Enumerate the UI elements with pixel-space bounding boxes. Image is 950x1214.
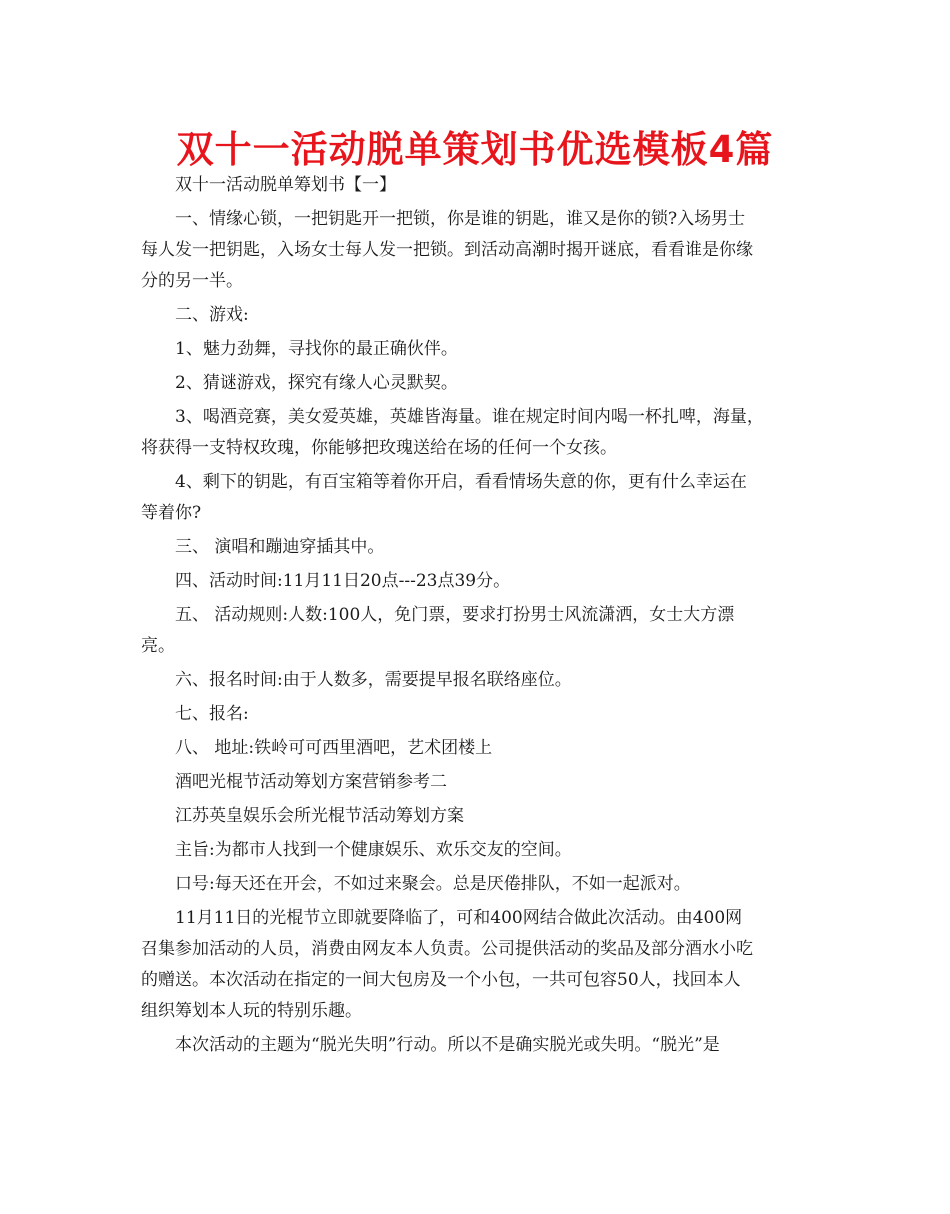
document-title: 双十一活动脱单策划书优选模板4篇 bbox=[176, 128, 774, 171]
paragraph bbox=[141, 699, 821, 730]
paragraph-line: 三、 演唱和蹦迪穿插其中。 bbox=[175, 537, 385, 557]
paragraph bbox=[141, 1030, 821, 1061]
paragraph-line: 四、活动时间:11月11日20点---23点39分。 bbox=[175, 571, 511, 591]
paragraph-line: 江苏英皇娱乐会所光棍节活动筹划方案 bbox=[175, 806, 464, 826]
paragraph bbox=[141, 733, 821, 764]
paragraph-line: 等着你? bbox=[141, 503, 202, 523]
paragraph-line: 4、剩下的钥匙，有百宝箱等着你开启，看看情场失意的你，更有什么幸运在 bbox=[175, 472, 747, 492]
paragraph bbox=[141, 767, 821, 798]
paragraph bbox=[141, 566, 821, 597]
paragraph bbox=[141, 835, 821, 866]
document-body bbox=[141, 170, 821, 1064]
paragraph-line: 将获得一支特权玫瑰，你能够把玫瑰送给在场的任何一个女孩。 bbox=[141, 438, 617, 458]
paragraph bbox=[141, 801, 821, 832]
paragraph bbox=[141, 334, 821, 365]
paragraph-line: 双十一活动脱单筹划书【一】 bbox=[175, 175, 396, 195]
paragraph bbox=[141, 170, 821, 201]
paragraph-line: 二、游戏: bbox=[175, 305, 249, 325]
paragraph-line: 酒吧光棍节活动筹划方案营销参考二 bbox=[175, 772, 447, 792]
paragraph-line: 七、报名: bbox=[175, 704, 249, 724]
paragraph-line: 的赠送。本次活动在指定的一间大包房及一个小包，一共可包容50人，找回本人 bbox=[141, 970, 741, 990]
paragraph-line: 本次活动的主题为“脱光失明”行动。所以不是确实脱光或失明。“脱光”是 bbox=[175, 1035, 720, 1055]
paragraph bbox=[141, 402, 821, 464]
paragraph-line: 组织筹划本人玩的特别乐趣。 bbox=[141, 1001, 362, 1021]
paragraph-line: 五、 活动规则:人数:100人，免门票，要求打扮男士风流潇洒，女士大方漂 bbox=[175, 605, 735, 625]
paragraph-line: 亮。 bbox=[141, 636, 175, 656]
paragraph-line: 3、喝酒竞赛，美女爱英雄，英雄皆海量。谁在规定时间内喝一杯扎啤，海量， bbox=[175, 407, 764, 427]
paragraph bbox=[141, 300, 821, 331]
paragraph bbox=[141, 665, 821, 696]
paragraph bbox=[141, 204, 821, 297]
paragraph-line: 分的另一半。 bbox=[141, 271, 243, 291]
paragraph bbox=[141, 869, 821, 900]
paragraph-line: 每人发一把钥匙，入场女士每人发一把锁。到活动高潮时揭开谜底，看看谁是你缘 bbox=[141, 240, 753, 260]
paragraph-line: 八、 地址:铁岭可可西里酒吧，艺术团楼上 bbox=[175, 738, 493, 758]
paragraph-line: 六、报名时间:由于人数多，需要提早报名联络座位。 bbox=[175, 670, 572, 690]
paragraph-line: 主旨:为都市人找到一个健康娱乐、欢乐交友的空间。 bbox=[175, 840, 572, 860]
paragraph bbox=[141, 532, 821, 563]
paragraph-line: 一、情缘心锁，一把钥匙开一把锁，你是谁的钥匙，谁又是你的锁?入场男士 bbox=[175, 209, 746, 229]
paragraph bbox=[141, 903, 821, 1027]
paragraph bbox=[141, 467, 821, 529]
paragraph-line: 口号:每天还在开会，不如过来聚会。总是厌倦排队，不如一起派对。 bbox=[175, 874, 691, 894]
paragraph-line: 2、猜谜游戏，探究有缘人心灵默契。 bbox=[175, 373, 458, 393]
paragraph-line: 11月11日的光棍节立即就要降临了，可和400网结合做此次活动。由400网 bbox=[175, 908, 743, 928]
paragraph bbox=[141, 600, 821, 662]
paragraph bbox=[141, 368, 821, 399]
paragraph-line: 召集参加活动的人员，消费由网友本人负责。公司提供活动的奖品及部分酒水小吃 bbox=[141, 939, 753, 959]
paragraph-line: 1、魅力劲舞，寻找你的最正确伙伴。 bbox=[175, 339, 458, 359]
